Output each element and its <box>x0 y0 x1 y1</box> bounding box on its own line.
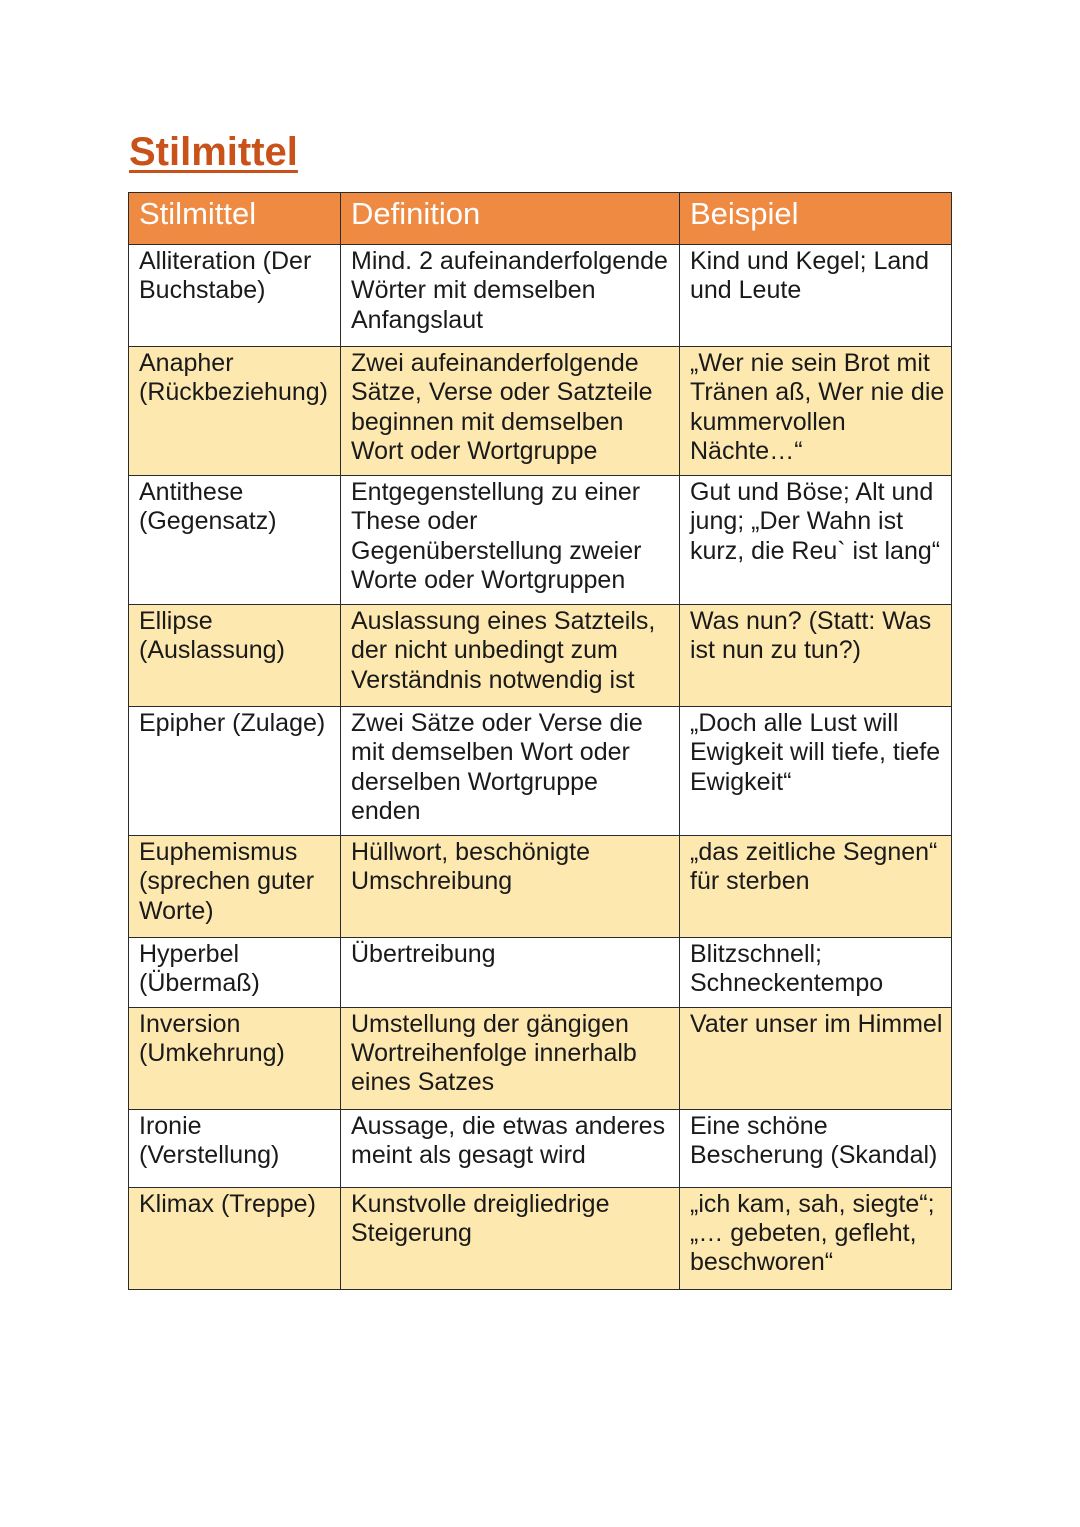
cell-stilmittel: Ironie (Verstellung) <box>129 1109 341 1187</box>
table-row <box>129 836 952 938</box>
cell-beispiel: Kind und Kegel; Land und Leute <box>680 245 952 347</box>
cell-beispiel: Gut und Böse; Alt und jung; „Der Wahn ist kurz, die Reu` ist lang“ <box>680 476 952 605</box>
page-title: Stilmittel <box>129 130 298 174</box>
stilmittel-table <box>128 192 952 1290</box>
cell-beispiel: Vater unser im Himmel <box>680 1007 952 1109</box>
header-stilmittel: Stilmittel <box>129 193 341 245</box>
cell-definition: Zwei aufeinanderfolgende Sätze, Verse oder Satzteile beginnen mit demselben Wort oder Wortgruppe <box>341 347 680 476</box>
cell-stilmittel: Alliteration (Der Buchstabe) <box>129 245 341 347</box>
cell-stilmittel: Hyperbel (Übermaß) <box>129 938 341 1008</box>
cell-stilmittel: Antithese (Gegensatz) <box>129 476 341 605</box>
cell-definition: Entgegenstellung zu einer These oder Gegenüberstellung zweier Worte oder Wortgruppen <box>341 476 680 605</box>
cell-definition: Übertreibung <box>341 938 680 1008</box>
table-row <box>129 1187 952 1289</box>
cell-beispiel: Blitzschnell; Schneckentempo <box>680 938 952 1008</box>
table-row <box>129 1007 952 1109</box>
cell-definition: Auslassung eines Satzteils, der nicht unbedingt zum Verständnis notwendig ist <box>341 605 680 707</box>
cell-definition: Mind. 2 aufeinanderfolgende Wörter mit demselben Anfangslaut <box>341 245 680 347</box>
cell-stilmittel: Inversion (Umkehrung) <box>129 1007 341 1109</box>
cell-beispiel: Eine schöne Bescherung (Skandal) <box>680 1109 952 1187</box>
table-row <box>129 347 952 476</box>
table-row <box>129 476 952 605</box>
cell-beispiel: „das zeitliche Segnen“ für sterben <box>680 836 952 938</box>
cell-definition: Hüllwort, beschönigte Umschreibung <box>341 836 680 938</box>
cell-stilmittel: Anapher (Rückbeziehung) <box>129 347 341 476</box>
cell-beispiel: „ich kam, sah, siegte“; „… gebeten, gefleht, beschworen“ <box>680 1187 952 1289</box>
table-row <box>129 707 952 836</box>
table-row <box>129 245 952 347</box>
cell-stilmittel: Ellipse (Auslassung) <box>129 605 341 707</box>
cell-definition: Umstellung der gängigen Wortreihenfolge innerhalb eines Satzes <box>341 1007 680 1109</box>
cell-definition: Zwei Sätze oder Verse die mit demselben Wort oder derselben Wortgruppe enden <box>341 707 680 836</box>
header-definition: Definition <box>341 193 680 245</box>
table-header-row <box>129 193 952 245</box>
cell-definition: Kunstvolle dreigliedrige Steigerung <box>341 1187 680 1289</box>
cell-definition: Aussage, die etwas anderes meint als gesagt wird <box>341 1109 680 1187</box>
table-row <box>129 1109 952 1187</box>
cell-stilmittel: Euphemismus (sprechen guter Worte) <box>129 836 341 938</box>
cell-stilmittel: Epipher (Zulage) <box>129 707 341 836</box>
cell-beispiel: Was nun? (Statt: Was ist nun zu tun?) <box>680 605 952 707</box>
table-row <box>129 938 952 1008</box>
table-row <box>129 605 952 707</box>
cell-beispiel: „Doch alle Lust will Ewigkeit will tiefe, tiefe Ewigkeit“ <box>680 707 952 836</box>
cell-stilmittel: Klimax (Treppe) <box>129 1187 341 1289</box>
header-beispiel: Beispiel <box>680 193 952 245</box>
cell-beispiel: „Wer nie sein Brot mit Tränen aß, Wer nie die kummervollen Nächte…“ <box>680 347 952 476</box>
